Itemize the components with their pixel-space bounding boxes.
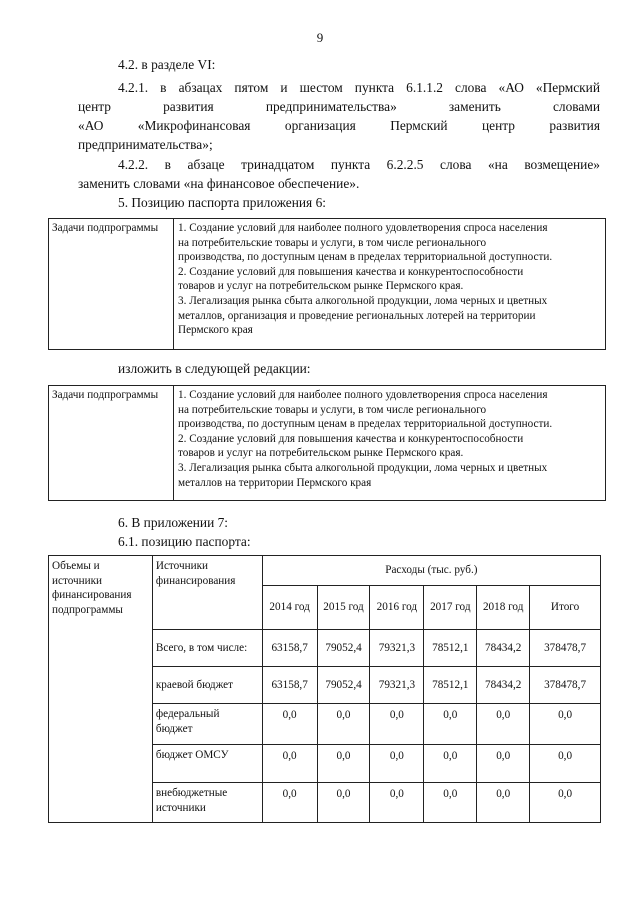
row-value: 0,0	[530, 783, 601, 823]
tasks-table-new	[48, 385, 606, 501]
task-line: товаров и услуг на потребительском рынке Пермского края.	[178, 447, 464, 460]
year-header: 2018 год	[477, 586, 530, 630]
task-line: 1. Создание условий для наиболее полного удовлетворения спроса населения	[178, 389, 548, 401]
row-value: 78434,2	[477, 630, 530, 667]
row-value: 0,0	[317, 783, 370, 823]
row-source: Всего, в том числе:	[152, 630, 262, 667]
row-value: 0,0	[477, 783, 530, 823]
paragraph-4-2-1-line2: центр развития предпринимательства» заменить словами	[78, 99, 600, 114]
row-value: 79052,4	[317, 630, 370, 667]
row-value: 0,0	[477, 704, 530, 745]
paragraph-4-2-2-line1: 4.2.2. в абзаце тринадцатом пункта 6.2.2.5 слова «на возмещение»	[118, 157, 600, 172]
row-value: 0,0	[370, 704, 424, 745]
paragraph-4-2-1-line4: предпринимательства»;	[78, 137, 213, 152]
task-line: Пермского края	[178, 324, 253, 337]
task-line: 3. Легализация рынка сбыта алкогольной продукции, лома черных и цветных	[178, 461, 548, 474]
paragraph-5: 5. Позицию паспорта приложения 6:	[118, 195, 326, 210]
row-value: 0,0	[530, 745, 601, 783]
row-value: 0,0	[262, 783, 317, 823]
row-value: 0,0	[477, 745, 530, 783]
row-value: 79321,3	[370, 630, 424, 667]
year-header: 2016 год	[370, 586, 424, 630]
tasks-content-old	[174, 219, 606, 350]
tasks-table-old	[48, 218, 606, 350]
paragraph-6-1: 6.1. позицию паспорта:	[118, 534, 251, 549]
row-source: федеральный бюджет	[152, 704, 262, 745]
row-value: 78512,1	[424, 667, 477, 704]
tasks-label-old: Задачи подпрограммы	[49, 219, 174, 350]
row-value: 79321,3	[370, 667, 424, 704]
row-source: внебюджетные источники	[152, 783, 262, 823]
paragraph-4-2-1-line3: «АО «Микрофинансовая организация Пермский центр развития	[78, 118, 600, 133]
row-value: 0,0	[424, 745, 477, 783]
row-value: 0,0	[530, 704, 601, 745]
task-line: металлов на территории Пермского края	[178, 476, 372, 489]
paragraph-4-2: 4.2. в разделе VI:	[118, 57, 216, 72]
row-value: 378478,7	[530, 630, 601, 667]
year-header: 2014 год	[262, 586, 317, 630]
task-line: 1. Создание условий для наиболее полного удовлетворения спроса населения	[178, 222, 548, 234]
task-line: товаров и услуг на потребительском рынке Пермского края.	[178, 280, 464, 293]
task-line: производства, по доступным ценам в пределах территориальной доступности.	[178, 418, 553, 431]
task-line: 2. Создание условий для повышения качества и конкурентоспособности	[178, 265, 524, 278]
row-value: 0,0	[262, 745, 317, 783]
row-source: бюджет ОМСУ	[152, 745, 262, 783]
paragraph-6: 6. В приложении 7:	[118, 515, 229, 530]
tasks-content-new	[174, 386, 606, 501]
row-value: 378478,7	[530, 667, 601, 704]
task-line: на потребительские товары и услуги, в том числе регионального	[178, 236, 487, 249]
row-value: 63158,7	[262, 667, 317, 704]
row-value: 63158,7	[262, 630, 317, 667]
task-line: производства, по доступным ценам в пределах территориальной доступности.	[178, 251, 553, 264]
task-line: 3. Легализация рынка сбыта алкогольной продукции, лома черных и цветных	[178, 294, 548, 307]
year-header: 2017 год	[424, 586, 477, 630]
task-line: 2. Создание условий для повышения качества и конкурентоспособности	[178, 432, 524, 445]
paragraph-4-2-1-line1: 4.2.1. в абзацах пятом и шестом пункта 6.1.1.2 слова «АО «Пермский	[118, 80, 600, 95]
row-value: 0,0	[370, 783, 424, 823]
total-header: Итого	[530, 586, 601, 630]
paragraph-new-edition: изложить в следующей редакции:	[118, 361, 311, 376]
expenses-header: Расходы (тыс. руб.)	[262, 556, 600, 586]
row-value: 0,0	[370, 745, 424, 783]
page-number: 9	[316, 30, 324, 45]
tasks-label-new: Задачи подпрограммы	[49, 386, 174, 501]
row-value: 79052,4	[317, 667, 370, 704]
row-value: 78434,2	[477, 667, 530, 704]
task-line: металлов, организация и проведение региональных лотерей на территории	[178, 309, 536, 322]
paragraph-4-2-2-line2: заменить словами «на финансовое обеспечение».	[78, 176, 360, 191]
financing-label: Объемы и источники финансирования подпрограммы	[49, 556, 153, 823]
row-value: 0,0	[317, 704, 370, 745]
task-line: на потребительские товары и услуги, в том числе регионального	[178, 403, 487, 416]
row-value: 0,0	[262, 704, 317, 745]
financing-table	[48, 555, 601, 823]
row-value: 0,0	[317, 745, 370, 783]
row-value: 78512,1	[424, 630, 477, 667]
year-header: 2015 год	[317, 586, 370, 630]
row-value: 0,0	[424, 704, 477, 745]
sources-header: Источники финансирования	[152, 556, 262, 630]
row-source: краевой бюджет	[152, 667, 262, 704]
row-value: 0,0	[424, 783, 477, 823]
